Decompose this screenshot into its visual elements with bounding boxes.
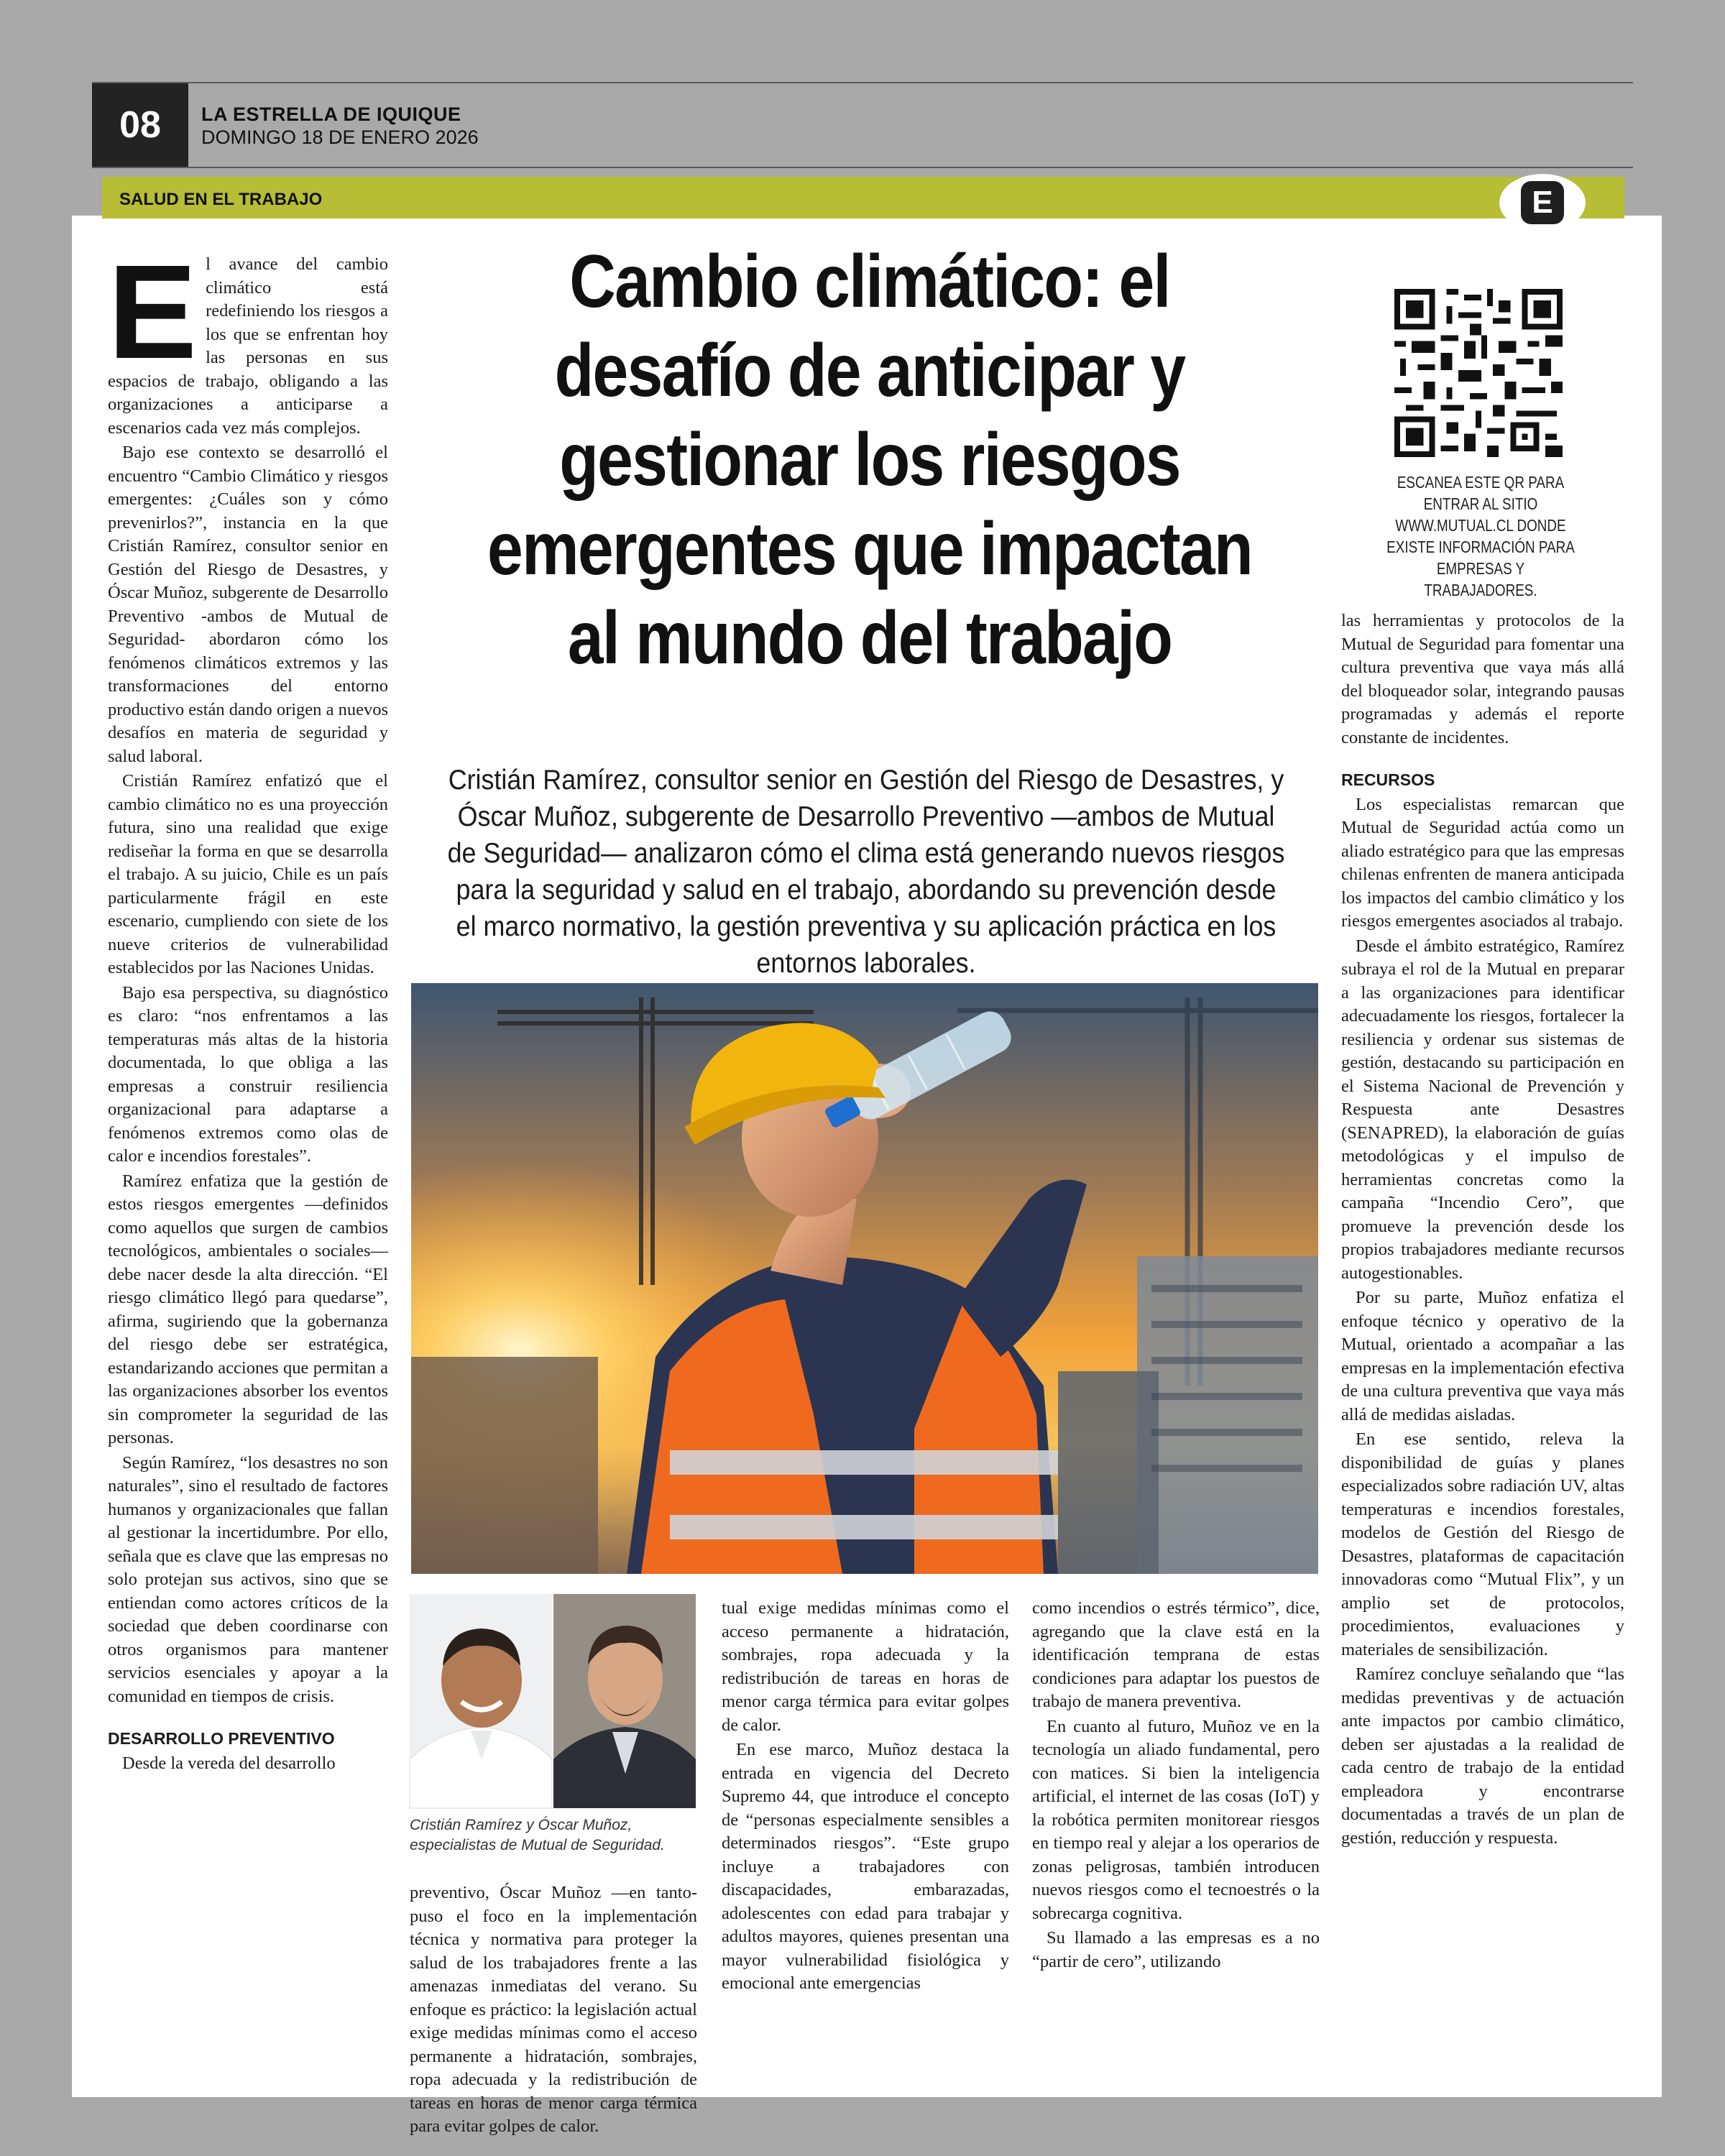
- paragraph: Cristián Ramírez enfatizó que el cambio climático no es una proyección futura, sino una realidad que exige rediseñar la forma en que se desarrolla el trabajo. A su juicio, Chile es un país particularmente frágil en este escenario, cumpliendo con siete de los nueve criterios de vulnerabilidad establecidos por las Naciones Unidas.: [108, 771, 388, 977]
- qr-code-icon[interactable]: [1394, 289, 1563, 457]
- photo-caption: Cristián Ramírez y Óscar Muñoz, especialistas de Mutual de Seguridad.: [410, 1817, 665, 1853]
- drop-cap: E: [108, 238, 198, 387]
- paragraph: Según Ramírez, “los desastres no son naturales”, sino el resultado de factores humanos y organizacionales que fallan al gestionar la incertidumbre. Por ello, señala que es clave que las empresas no solo protejan sus activos, sino que se entiendan como actores críticos de la sociedad que deben coordinarse con otros organismos para mantener servicios esenciales y apoyar a la comunidad en tiempos de crisis.: [108, 1452, 388, 1706]
- deck-subtitle: Cristián Ramírez, consultor senior en Gestión del Riesgo de Desastres, y Óscar Muñoz, subgerente de Desarrollo Preventivo —ambos de Mutual de Seguridad— analizaron cómo el clima está generando nuevos riesgos para la seguridad y salud en el trabajo, abordando su prevención desde el marco normativo, la gestión preventiva y su aplicación práctica en los entornos laborales.: [447, 765, 1285, 979]
- subhead-desarrollo-preventivo: DESARROLLO PREVENTIVO: [108, 1729, 335, 1748]
- paragraph: Desde el ámbito estratégico, Ramírez subraya el rol de la Mutual en preparar a las organizaciones para identificar adecuadamente los riesgos, fortalecer la resiliencia y ordenar sus sistemas de gestión, destacando su participación en el Sistema Nacional de Prevención y Respuesta ante Desastres (SENAPRED), la elaboración de guías metodológicas y el impulso de herramientas concretas como la campaña “Incendio Cero”, que promueve la prevención desde los propios trabajadores mediante recursos autogestionables.: [1341, 936, 1624, 1283]
- paragraph: Ramírez enfatiza que la gestión de estos riesgos emergentes —definidos como aquellos que surgen de cambios tecnológicos, ambientales o sociales— debe nacer desde la alta dirección. “El riesgo climático llegó para quedarse”, afirma, sugiriendo que la gobernanza del riesgo debe ser estratégica, estandarizando acciones que permitan a las organizaciones absorber los eventos sin comprometer la seguridad de las personas.: [108, 1171, 388, 1447]
- paragraph: Bajo esa perspectiva, su diagnóstico es claro: “nos enfrentamos a las temperaturas más altas de la historia documentada, lo que obliga a las empresas a construir resiliencia organizacional para adaptarse a fenómenos extremos como olas de calor e incendios forestales”.: [108, 982, 388, 1166]
- paragraph: En ese sentido, releva la disponibilidad de guías y planes especializados sobre radiación UV, altas temperaturas e incendios forestales, modelos de Gestión del Riesgo de Desastres, plataformas de capacitación innovadoras como “Mutual Flix”, y un amplio set de protocolos, procedimientos, evaluaciones y materiales de sensibilización.: [1341, 1429, 1624, 1659]
- paragraph: Ramírez concluye señalando que “las medidas preventivas y de actuación ante impactos por cambio climático, deben ser ajustadas a la realidad de cada centro de trabajo de la entidad empleadora y encontrarse documentadas a través de un plan de gestión, reducción y respuesta.: [1341, 1664, 1624, 1848]
- logo-letter: E: [1521, 181, 1564, 224]
- paragraph: Por su parte, Muñoz enfatiza el enfoque técnico y operativo de la Mutual, orientado a acompañar a las empresas en la implementación efectiva de una cultura preventiva que vaya más allá de medidas aisladas.: [1341, 1288, 1624, 1424]
- paragraph: En ese marco, Muñoz destaca la entrada en vigencia del Decreto Supremo 44, que introduce el concepto de “personas especialmente sensibles a determinados riesgos”. “Este grupo incluye a trabajadores con discapacidades, embarazadas, adolescentes con edad para trabajar y adultos mayores, quienes presentan una mayor vulnerabilidad fisiológica y emocional ante emergencias: [722, 1740, 1009, 1993]
- header-rule-bottom: [92, 167, 1633, 168]
- estrella-logo-icon: [1499, 174, 1586, 231]
- newspaper-name: LA ESTRELLA DE IQUIQUE: [201, 103, 461, 125]
- paragraph: Bajo ese contexto se desarrolló el encuentro “Cambio Climático y riesgos emergentes: ¿Cuáles son y cómo prevenirlos?”, instancia en la que Cristián Ramírez, consultor senior en Gestión del Riesgo de Desastres, y Óscar Muñoz, subgerente de Desarrollo Preventivo -ambos de Mutual de Seguridad- abordaron cómo los fenómenos climáticos extremos y las transformaciones del entorno productivo están dando origen a nuevos desafíos en materia de seguridad y salud laboral.: [108, 443, 388, 766]
- paragraph: las herramientas y protocolos de la Mutual de Seguridad para fomentar una cultura preventiva que vaya más allá del bloqueador solar, integrando pausas programadas y además el reporte constante de incidentes.: [1341, 611, 1624, 747]
- section-bar: [102, 177, 1624, 218]
- paragraph: En cuanto al futuro, Muñoz ve en la tecnología un aliado fundamental, pero con matices. Si bien la inteligencia artificial, el internet de las cosas (IoT) y la robótica permiten monitorear riesgos en tiempo real y alejar a los operarios de zonas peligrosas, también introducen nuevos riesgos como el tecnoestrés o la sobrecarga cognitiva.: [1032, 1716, 1320, 1923]
- column-2: [410, 1881, 697, 2136]
- paragraph: como incendios o estrés térmico”, dice, agregando que la clave está en la identificación temprana de estas condiciones para adaptar los puestos de trabajo de manera preventiva.: [1032, 1598, 1320, 1711]
- page-number: 08: [92, 83, 188, 167]
- column-1: [108, 238, 388, 1777]
- qr-instructions: ESCANEA ESTE QR PARA ENTRAR AL SITIO WWW.MUTUAL.CL DONDE EXISTE INFORMACIÓN PARA EMPRESAS Y TRABAJADORES.: [1386, 473, 1575, 599]
- edition-date: DOMINGO 18 DE ENERO 2026: [201, 126, 479, 148]
- column-4: [1032, 1597, 1320, 1975]
- header-rule-top: [92, 82, 1633, 83]
- column-5: [1341, 609, 1624, 1851]
- paragraph: preventivo, Óscar Muñoz —en tanto- puso el foco en la implementación técnica y normativa para proteger la salud de los trabajadores frente a las amenazas inmediatas del verano. Su enfoque es práctico: la legislación actual exige medidas mínimas como el acceso permanente a hidratación, sombrajes, ropa adecuada y la redistribución de tareas en horas de menor carga térmica para evitar golpes de calor.: [410, 1883, 697, 2136]
- main-photo-worker-drinking-water: [411, 983, 1318, 1574]
- paragraph: Los especialistas remarcan que Mutual de Seguridad actúa como un aliado estratégico para que las empresas chilenas enfrenten de manera anticipada los impactos del cambio climático y los riesgos emergentes asociados al trabajo.: [1341, 794, 1624, 931]
- section-name: SALUD EN EL TRABAJO: [119, 190, 323, 209]
- photo-oscar-munoz: [553, 1594, 696, 1808]
- paragraph: El avance del cambio climático está redefiniendo los riesgos a los que se enfrentan hoy las personas en sus espacios de trabajo, obligando a las organizaciones a anticiparse a escenarios cada vez más complejos.: [108, 238, 388, 438]
- paragraph: Su llamado a las empresas es a no “partir de cero”, utilizando: [1032, 1928, 1320, 1971]
- subhead-recursos: RECURSOS: [1341, 770, 1435, 789]
- headline: Cambio climático: el desafío de anticipar y gestionar los riesgos emergentes que impactan al mundo del trabajo: [487, 240, 1252, 680]
- paragraph: tual exige medidas mínimas como el acceso permanente a hidratación, sombrajes, ropa adecuada y la redistribución de tareas en horas de menor carga térmica para evitar golpes de calor.: [722, 1598, 1009, 1735]
- paragraph: Desde la vereda del desarrollo: [122, 1753, 336, 1773]
- photo-cristian-ramirez: [410, 1594, 552, 1808]
- column-3: [722, 1597, 1009, 1997]
